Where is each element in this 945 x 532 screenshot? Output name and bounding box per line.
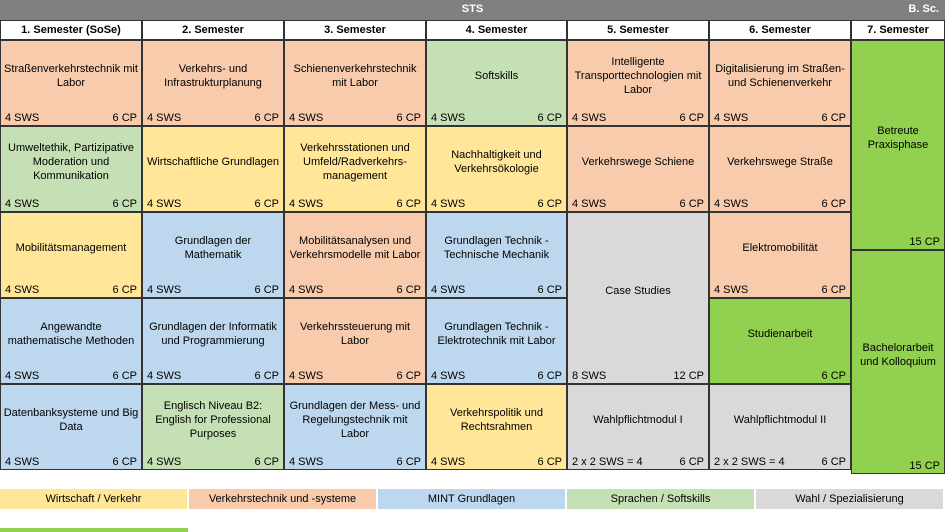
- module-title: Studienarbeit: [747, 328, 813, 340]
- green-accent-bar: [0, 528, 188, 532]
- module-title: Grundlagen Technik - Elektrotechnik mit Labor: [437, 321, 556, 347]
- legend-item: Verkehrstechnik und -systeme: [189, 489, 376, 509]
- module-sws: 8 SWS: [572, 370, 607, 382]
- module-cell: [426, 40, 567, 126]
- semester-header: 6. Semester: [709, 20, 851, 40]
- module-cp: 6 CP: [537, 112, 562, 124]
- module-cell: [0, 384, 142, 470]
- module-sws: 4 SWS: [431, 198, 466, 210]
- module-cell-7th: [851, 250, 945, 474]
- module-cp: 6 CP: [112, 112, 137, 124]
- module-cell: [426, 212, 567, 298]
- module-cell: [709, 40, 851, 126]
- module-sws: 4 SWS: [714, 198, 749, 210]
- module-title: Verkehrs- und Infrastrukturplanung: [164, 63, 262, 89]
- module-cp: 6 CP: [112, 370, 137, 382]
- degree-label: B. Sc.: [908, 3, 939, 15]
- module-cell: [284, 298, 426, 384]
- title-bar: [0, 0, 945, 20]
- module-title: Schienenverkehrstechnik mit Labor: [293, 63, 417, 89]
- module-title: Grundlagen der Mathematik: [174, 235, 252, 261]
- legend-item: Wahl / Spezialisierung: [756, 489, 943, 509]
- module-title: Bachelorarbeit und Kolloquium: [860, 342, 936, 368]
- module-sws: 4 SWS: [5, 198, 40, 210]
- module-sws: 4 SWS: [5, 284, 40, 296]
- module-cp: 15 CP: [909, 236, 940, 248]
- module-sws: 4 SWS: [147, 284, 182, 296]
- module-cell: [426, 384, 567, 470]
- module-title: Elektromobilität: [742, 242, 818, 254]
- module-sws: 4 SWS: [289, 456, 324, 468]
- module-cell: [142, 298, 284, 384]
- module-title: Digitalisierung im Straßen- und Schienenverkehr: [715, 63, 845, 89]
- module-cp: 6 CP: [679, 112, 704, 124]
- module-cell: [709, 126, 851, 212]
- module-cp: 6 CP: [396, 456, 421, 468]
- module-sws: 4 SWS: [572, 112, 607, 124]
- module-cell: [709, 212, 851, 298]
- module-cp: 6 CP: [679, 456, 704, 468]
- module-cell: [0, 298, 142, 384]
- module-title: Nachhaltigkeit und Verkehrsökologie: [451, 149, 542, 175]
- module-title: Betreute Praxisphase: [867, 125, 929, 151]
- module-cell: [709, 384, 851, 470]
- module-cp: 6 CP: [396, 112, 421, 124]
- module-sws: 4 SWS: [572, 198, 607, 210]
- module-title: Wirtschaftliche Grundlagen: [146, 156, 280, 168]
- module-cell: [426, 126, 567, 212]
- module-cell: [567, 384, 709, 470]
- module-cell: [284, 126, 426, 212]
- module-cp: 6 CP: [821, 456, 846, 468]
- module-sws: 4 SWS: [147, 198, 182, 210]
- module-cp: 6 CP: [821, 112, 846, 124]
- module-sws: 4 SWS: [714, 284, 749, 296]
- module-sws: 4 SWS: [431, 112, 466, 124]
- module-cp: 6 CP: [254, 112, 279, 124]
- module-sws: 4 SWS: [289, 112, 324, 124]
- module-cp: 6 CP: [396, 370, 421, 382]
- module-cell: [567, 126, 709, 212]
- module-title: Straßenverkehrstechnik mit Labor: [4, 63, 138, 89]
- module-sws: 4 SWS: [5, 112, 40, 124]
- module-sws: 4 SWS: [289, 284, 324, 296]
- module-title: Wahlpflichtmodul II: [733, 414, 827, 426]
- semester-header: 5. Semester: [567, 20, 709, 40]
- module-cp: 6 CP: [821, 198, 846, 210]
- module-sws: 4 SWS: [147, 112, 182, 124]
- semester-header: 3. Semester: [284, 20, 426, 40]
- module-cell: [142, 212, 284, 298]
- module-sws: 2 x 2 SWS = 4: [714, 456, 785, 468]
- module-sws: 4 SWS: [714, 112, 749, 124]
- module-sws: 4 SWS: [431, 456, 466, 468]
- module-cell: [0, 126, 142, 212]
- legend-item: Wirtschaft / Verkehr: [0, 489, 187, 509]
- module-title: Intelligente Transporttechnologien mit Labor: [574, 56, 702, 96]
- module-title: Umweltethik, Partizipative Moderation und Kommunikation: [8, 142, 134, 182]
- module-cell: [0, 40, 142, 126]
- module-title: Verkehrssteuerung mit Labor: [299, 321, 411, 347]
- legend-item: Sprachen / Softskills: [567, 489, 754, 509]
- module-cp: 6 CP: [679, 198, 704, 210]
- module-cell: [567, 40, 709, 126]
- module-sws: 4 SWS: [431, 370, 466, 382]
- module-cp: 6 CP: [254, 456, 279, 468]
- semester-header: 2. Semester: [142, 20, 284, 40]
- module-cell: [142, 384, 284, 470]
- semester-header: 4. Semester: [426, 20, 567, 40]
- module-title: Grundlagen Technik - Technische Mechanik: [443, 235, 550, 261]
- module-cell: [426, 298, 567, 384]
- semester-header: 1. Semester (SoSe): [0, 20, 142, 40]
- module-sws: 4 SWS: [5, 456, 40, 468]
- module-cp: 6 CP: [396, 198, 421, 210]
- semester-header: 7. Semester: [851, 20, 945, 40]
- module-cp: 6 CP: [396, 284, 421, 296]
- module-sws: 4 SWS: [5, 370, 40, 382]
- legend-item: MINT Grundlagen: [378, 489, 565, 509]
- module-cp: 6 CP: [254, 198, 279, 210]
- module-cell: [284, 40, 426, 126]
- module-title: Verkehrsstationen und Umfeld/Radverkehrs-management: [300, 142, 410, 182]
- module-title: Verkehrspolitik und Rechtsrahmen: [450, 407, 543, 433]
- module-sws: 4 SWS: [289, 198, 324, 210]
- module-sws: 4 SWS: [431, 284, 466, 296]
- program-title: STS: [461, 3, 484, 15]
- module-title: Angewandte mathematische Methoden: [7, 321, 135, 347]
- module-cp: 6 CP: [112, 456, 137, 468]
- module-title: Grundlagen der Mess- und Regelungstechnik mit Labor: [289, 400, 421, 440]
- module-cell: [142, 126, 284, 212]
- module-sws: 4 SWS: [289, 370, 324, 382]
- module-cell-7th: [851, 40, 945, 250]
- module-cp: 6 CP: [537, 198, 562, 210]
- module-cp: 6 CP: [537, 370, 562, 382]
- module-title: Softskills: [474, 70, 519, 82]
- module-cp: 6 CP: [821, 284, 846, 296]
- module-title: Verkehrswege Schiene: [581, 156, 695, 168]
- module-cp: 6 CP: [254, 284, 279, 296]
- module-title: Englisch Niveau B2: English for Professional Purposes: [155, 400, 271, 440]
- module-cp: 6 CP: [821, 370, 846, 382]
- module-cp: 6 CP: [112, 198, 137, 210]
- module-sws: 4 SWS: [147, 370, 182, 382]
- module-cp: 6 CP: [254, 370, 279, 382]
- module-cell: [567, 212, 709, 384]
- module-title: Case Studies: [605, 285, 671, 297]
- module-title: Mobilitätsmanagement: [15, 242, 127, 254]
- module-sws: 4 SWS: [147, 456, 182, 468]
- module-cell: [0, 212, 142, 298]
- module-cp: 6 CP: [537, 456, 562, 468]
- module-cp: 12 CP: [673, 370, 704, 382]
- module-title: Wahlpflichtmodul I: [593, 414, 683, 426]
- module-cp: 6 CP: [112, 284, 137, 296]
- module-title: Datenbanksysteme und Big Data: [3, 407, 139, 433]
- curriculum-grid: [0, 20, 945, 474]
- module-title: Grundlagen der Informatik und Programmierung: [149, 321, 277, 347]
- module-title: Mobilitätsanalysen und Verkehrsmodelle mit Labor: [289, 235, 421, 261]
- module-cell: [142, 40, 284, 126]
- module-cp: 15 CP: [909, 460, 940, 472]
- module-cell: [284, 212, 426, 298]
- module-sws: 2 x 2 SWS = 4: [572, 456, 643, 468]
- module-cp: 6 CP: [537, 284, 562, 296]
- module-title: Verkehrswege Straße: [727, 156, 833, 168]
- module-cell: [709, 298, 851, 384]
- module-cell: [284, 384, 426, 470]
